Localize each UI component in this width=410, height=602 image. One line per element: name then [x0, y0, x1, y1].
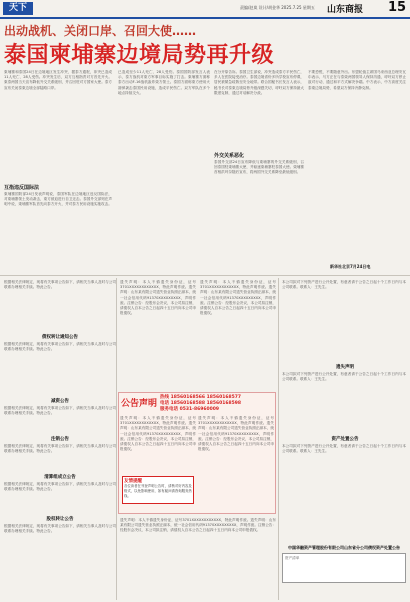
tip-title: 友情提醒	[124, 479, 142, 484]
section2-title: 外交关系恶化	[214, 153, 245, 159]
left-ad-title-4: 清算组成立公告	[44, 475, 76, 480]
editor-meta: 责编/赵岚 设计/胡金华 2025.7.25 星期五	[240, 5, 315, 10]
page-number: 15	[388, 0, 407, 15]
notice-ads-left: 遗失声明：本人不慎遗失身份证，证号3701XXXXXXXXXXXX，特此声明作废。遗失声明：山东某有限公司遗失营业执照正副本，统一社会信用代码91370XXXXXXXXX，声明作废。注销公告：经股东会决议，本公司拟注销，请债权人自本公告之日起四十五日内向本公司申报债权。	[120, 416, 196, 452]
left-ad-text-5: 根据相关法律规定，现将有关事项公告如下，请相关当事人及时与公司联系办理相关手续。特此公告。	[4, 482, 116, 492]
article-headline: 泰国柬埔寨边境局势再升级	[4, 43, 275, 68]
left-ad-title-3: 注销公告	[51, 437, 69, 442]
notice-ads-right: 遗失声明：本人不慎遗失身份证，证号3701XXXXXXXXXXXX，特此声明作废。遗失声明：山东某有限公司遗失营业执照正副本，统一社会信用代码91370XXXXXXXXX，声明作废。注销公告：经股东会决议，本公司拟注销，请债权人自本公告之日起四十五日内向本公司申报债权。	[198, 416, 274, 452]
left-ad-text-3: 根据相关法律规定，现将有关事项公告如下，请相关当事人及时与公司联系办理相关手续。特此公告。	[4, 406, 116, 416]
section1-text: 柬埔寨国防部24日发表声明说，泰国军队在边境地区违反国际法，对柬埔寨领土发动袭击，柬方被迫进行自卫还击。泰国外交部则在声明中说，柬埔寨军队首先向泰方开火，并对泰方民用设施实施攻击。	[4, 192, 112, 207]
right-ad-text-1: 本公司拟对下列资产进行公开处置，有意者请于公告之日起十个工作日内与本公司联系。联系人：王先生。	[282, 280, 406, 290]
mid-ad-text-3: 遗失声明：本人不慎遗失身份证，证号3701XXXXXXXXXXXX，特此声明作废。遗失声明：山东某有限公司遗失营业执照正副本，统一社会信用代码91370XXXXXXXXX，声明作废。注销公告：经股东会决议，本公司拟注销，请债权人自本公告之日起四十五日内向本公司申报债权。	[120, 518, 276, 533]
mid-ad-text-2: 遗失声明：本人不慎遗失身份证，证号3701XXXXXXXXXXXX，特此声明作废。遗失声明：山东某有限公司遗失营业执照正副本，统一社会信用代码91370XXXXXXXXX，声明作废。注销公告：经股东会决议，本公司拟注销，请债权人自本公告之日起四十五日内向本公司申报债权。	[200, 280, 276, 316]
left-ad-title-2: 减资公告	[51, 399, 69, 404]
mid-ad-text-1: 遗失声明：本人不慎遗失身份证，证号3701XXXXXXXXXXXX，特此声明作废。遗失声明：山东某有限公司遗失营业执照正副本，统一社会信用代码91370XXXXXXXXX，声明作废。注销公告：经股东会决议，本公司拟注销，请债权人自本公告之日起四十五日内向本公司申报债权。	[120, 280, 196, 316]
notice-phones	[160, 395, 241, 413]
asset-table	[282, 553, 406, 583]
notice-title: 公告声明	[121, 399, 158, 409]
right-ad-title-2: 资产处置公告	[331, 437, 359, 442]
article-col3: 在分开原告诉。泰国卫生部说，冲突造成泰方平民伤亡，多人在医院接受治疗。泰国边境省份多所学校宣布停课，居民被紧急疏散至安全地带。联合国秘书长发言人表示，秘书长对泰柬边境局势升级深感关切，呼吁双方保持最大限度克制，通过对话解决分歧。	[214, 70, 304, 95]
article-col4: 不要恐慌，不要随意外出。东盟轮值主席国马来西亚总理安瓦尔表示，马方正在与泰柬两国领导人保持沟通，呼吁双方停止敌对行动，通过和平方式解决争端。中方表示，中方高度关注泰柬边境局势，希望双方保持冷静克制。	[308, 70, 406, 90]
left-ad-title-5: 股权转让公告	[46, 517, 74, 522]
left-ad-text-6: 根据相关法律规定，现将有关事项公告如下，请相关当事人及时与公司联系办理相关手续。特此公告。	[4, 524, 116, 534]
section1-title: 互指违反国际法	[4, 185, 40, 191]
asset-table-title: 中国华融资产管理股份有限公司山东省分公司债权资产处置公告	[288, 545, 400, 550]
left-ad-text-2: 根据相关法律规定，现将有关事项公告如下，请相关当事人及时与公司联系办理相关手续。特此公告。	[4, 342, 116, 352]
right-ad-text-3: 本公司拟对下列资产进行公开处置，有意者请于公告之日起十个工作日内与本公司联系。联系人：王先生。	[282, 444, 406, 454]
notice-phone-3: 服务电话 0531-86960009	[160, 407, 220, 412]
column-divider-2	[278, 278, 279, 600]
tip-text: 各位读者在刊登声明公告时，请核对好内容及格式，以免影响使用，如有疑问请咨询服务热线。	[124, 484, 192, 498]
left-ad-text-1: 根据相关法律规定，现将有关事项公告如下，请相关当事人及时与公司联系办理相关手续。特此公告。	[4, 280, 116, 290]
right-ad-text-2: 本公司拟对下列资产进行公开处置，有意者请于公告之日起十个工作日内与本公司联系。联系人：王先生。	[282, 372, 406, 382]
page-header	[0, 0, 410, 16]
article-subtitle: 出动战机、关闭口岸、召回大使……	[4, 24, 197, 38]
section2-text: 泰国外交部24日宣布降低与柬埔寨的外交关系级别，召回泰国驻柬埔寨大使，并驱逐柬埔寨驻泰国大使。柬埔寨首相洪玛奈随后宣布，将两国外交关系降至最低级别。	[214, 160, 304, 175]
asset-table-note: 资产清单	[285, 556, 300, 560]
left-ad-text-4: 根据相关法律规定，现将有关事项公告如下，请相关当事人及时与公司联系办理相关手续。特此公告。	[4, 444, 116, 454]
article-byline: 新华社北京7月24日电	[330, 264, 371, 269]
section-tag: 天下	[3, 2, 33, 15]
notice-phone-2: 电话 18560168588 18560168598	[160, 401, 242, 406]
article-col2: 已造成至少11人死亡、28人受伤。泰国国防部发言人表示，泰方战机对柬方军事目标实施了打击。柬埔寨方面称泰方出动F-16战机轰炸柬方领土。泰国方面称柬方使用火箭弹袭击泰国民用设施，造成平民伤亡。双方军队在多个地点持续交火。	[118, 70, 210, 95]
header-rule	[0, 17, 410, 19]
notice-phone-1: 热线 18560168566 18560168577	[160, 395, 242, 400]
left-ad-title-1: 债权转让通知公告	[42, 335, 78, 340]
article-lead: 柬埔寨和泰国24日在边境地区发生冲突，据泰方通报，冲突已造成11人死亡、28人受伤。冲突发生后，双方互相指责对方首先开火。柬泰两国当天宣布降低外交关系级别，并召回驻对方国家大使。泰方宣布关闭泰柬边境全部陆路口岸。	[4, 70, 112, 90]
right-ad-title-1: 遗失声明	[336, 365, 354, 370]
paper-name: 山东商报	[327, 5, 364, 15]
column-divider-1	[116, 278, 117, 600]
article-divider	[0, 275, 410, 276]
